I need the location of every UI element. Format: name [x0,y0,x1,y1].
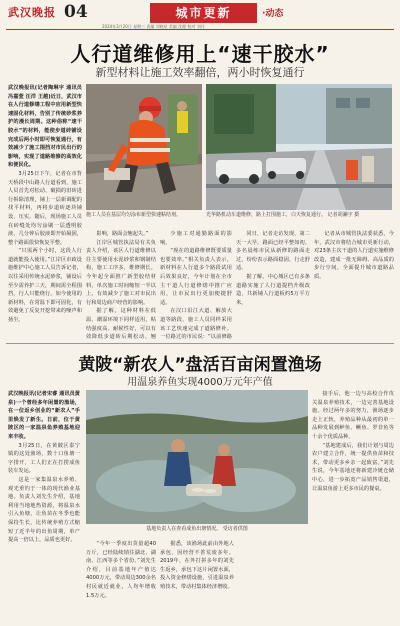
dateline: 2024年3月20日 星期三 责编 刘晓星 美编 沈健 校对 刘丹 [102,24,205,29]
story1-col1-para: “只需两个小时，这段人行道就能投入使用。”江岸区市政设施维护中心施工人员告诉记者，以往采用传统水泥砂浆，铺设后至少需养护三天，期间需全程围挡，行人只能绕行。如今使用的新材料，在常温下即可固化，有效避免了反复开挖带来的噪声和扬尘。 [8,248,82,324]
story1-column-1 [8,84,82,342]
newspaper-logo: 武汉晚报 [8,6,56,19]
story1-col4-para: 据了解，中心城区已有多条道路实施了人行道提档升级改造，共新铺人行道板约5万平方米。 [236,273,310,306]
story2-col3-para: 据悉，该渔场此前由外地人承包，因经营不善荒废多年。2019年，在外打拼多年的刘先生返乡，承包下这片闲置水面，投入资金修缮设施，引进温泉养殖技术，带动村集体经济增收。 [160,541,234,590]
story1-intro: 武汉晚报讯(记者陶琳宇 通讯员冯嘉萱 汪洋 王越)近日，武汉市在人行道修缮工程中应用新型快速固化材料，告别了传统砂浆养护的漫长周期。这种俗称“速干胶水”的材料，能使步道砖铺设完成后两小时即可恢复通行，有效减少了施工围挡对市民出行的影响，实现了道路维修的高效化和便民化。 [8,85,82,169]
story1-col3-para: “现在的道路维修既要质量也要效率。”相关负责人表示，新材料在人行道多个路段试用后效果良好，今年计划在全市主干道人行道修缮中推广应用，让市民出行更加便捷舒适。 [160,248,232,306]
masthead [0,0,400,29]
page-number: 04 [64,2,88,22]
story1-subhead: 新型材料让施工效率翻倍，两小时恢复通行 [95,66,305,79]
fishery-photo [86,390,308,524]
section-suffix: ·动态 [262,9,284,19]
construction-worker-photo [86,84,202,210]
story2-subhead: 用温泉养鱼实现4000万元年产值 [127,377,273,388]
story2-headline: 黄陂“新农人”盘活百亩闲置渔场 [78,355,322,375]
story2-col1-para: 这是一家集温泉水养殖、观光垂钓于一体的现代渔业基地。负责人刘先生介绍，基地利用当地地热资源，将温泉水引入鱼塘，让鱼苗在冬季也能保持生长，比传统养殖方式缩短了近半年的出鱼周期，单产提高一倍以上，品质也更好。 [8,476,80,544]
story2-col1-para: 3月25日，在黄陂区泰宁镇的这处渔场，数十口鱼塘一字排开，工人们正在打捞成鱼装车发运。 [8,442,80,475]
story1-col3-para: 少施工对通勤路面的影响。 [160,231,232,246]
story1-col3-para: 在汉口沿江大道、解放大道等路段，施工人员同样采用该工艺快速完成了道路修补。一位路过的市民说：“以前修路 [160,308,232,341]
story2-column-4 [312,390,394,622]
story1-col2-para: 影响，路面会翘起失。” [96,231,149,237]
street-photo [206,84,392,210]
story1-column-4a [236,230,310,342]
story2-column-2 [86,540,156,622]
photo1-caption: 施工人员在基层均匀涂布新型快速粘结剂。 [86,212,182,218]
story2-col4-para: “基地建成后，我们计划与周边农户建立合作，统一提供鱼苗和技术，带动更多乡亲一起致富。”刘先生说，今年基地还将新建冷链仓储中心，进一步拓宽产品销售渠道，让温泉鱼游上更多市民的餐桌。 [312,442,394,492]
story2-column-3 [160,540,234,622]
story1-col4-para: 记者从市城管执法委获悉，今年，武汉市将结合城市更新行动，对23条主次干道的人行道实施维修改造，建成一批无障碍、高品质的步行空间，全面提升城市道路品质。 [314,231,394,280]
photo3-caption: 基地负责人在查看成鱼出塘情况。 受访者供图 [146,526,248,532]
story-divider [6,343,394,344]
story1-col1-para: 3月25日下午，记者在市背天桥段中山路人行道看到，施工人员首先对松动、破损的旧砖进行拆除清理，铺上一层新调配的找平材料，再将步道砖逐块铺设、压实。随后，现场施工人员在砖缝处均匀涂刷一层透明胶液，几分钟后胶液即开始凝固，整个路面很快恢复平整。 [8,170,82,246]
story1-column-4b [314,230,394,342]
story1-col2-para: 江岸区城管执法局有关负责人介绍，该区人行道维修以往主要使用水泥砂浆和钢制结构，施工工序多，维修期长。今年起全面推广新型胶结材料，单次施工时间缩短一半以上，有效减少了施工对市民出行和周边商户经营的影响。 [86,239,156,306]
story1-col2-para: 据了解，这种材料在低温、潮湿环境下同样适用，粘结强度高、耐候性好，可以有效降低步道砖后期松动、翘 [86,308,156,341]
story1-column-2 [86,230,156,342]
story1-col4-para: 同日，记者走访发现，第二天一大早，路面已经平整如初。多名晨练市民从新修的路面走过，纷纷表示路面稳固、行走舒适。 [236,231,310,272]
story1-column-3 [160,230,232,342]
story2-intro: 武汉晚报讯(记者宋睿 通讯员黄泉)一个曾经多年闲置的渔场，在一位返乡创业的“新农人”手里焕发了新生。日前，位于黄陂区的一家温泉鱼养殖基地迎来丰收。 [8,391,80,440]
photo2-caption: 光华路机动车道维修，路上打围施工，白天恢复通行。 记者胡澜宇 摄 [206,212,360,218]
story2-col2-para: “今年一季度出货量超40万斤，已经陆续销往湖北、湖南、江西等多个省份。”刘先生介绍，目前基地年产值达4000万元，带动周边300余名村民就近就业，人均年增收1.5万元。 [86,541,156,599]
story1-headline: 人行道维修用上“速干胶水” [70,42,330,66]
section-banner: 城市更新 [150,3,257,23]
story2-column-1 [8,390,80,622]
story2-col4-para: 接手后，他一边与高校合作攻关温泉养殖技术，一边完善基地设施。经过两年多的努力，渔场逐步走上正轨，养殖品种从最初的单一品种发展到鲈鱼、鳜鱼、罗非鱼等十余个优质品种。 [312,391,394,440]
header-divider [6,29,394,30]
